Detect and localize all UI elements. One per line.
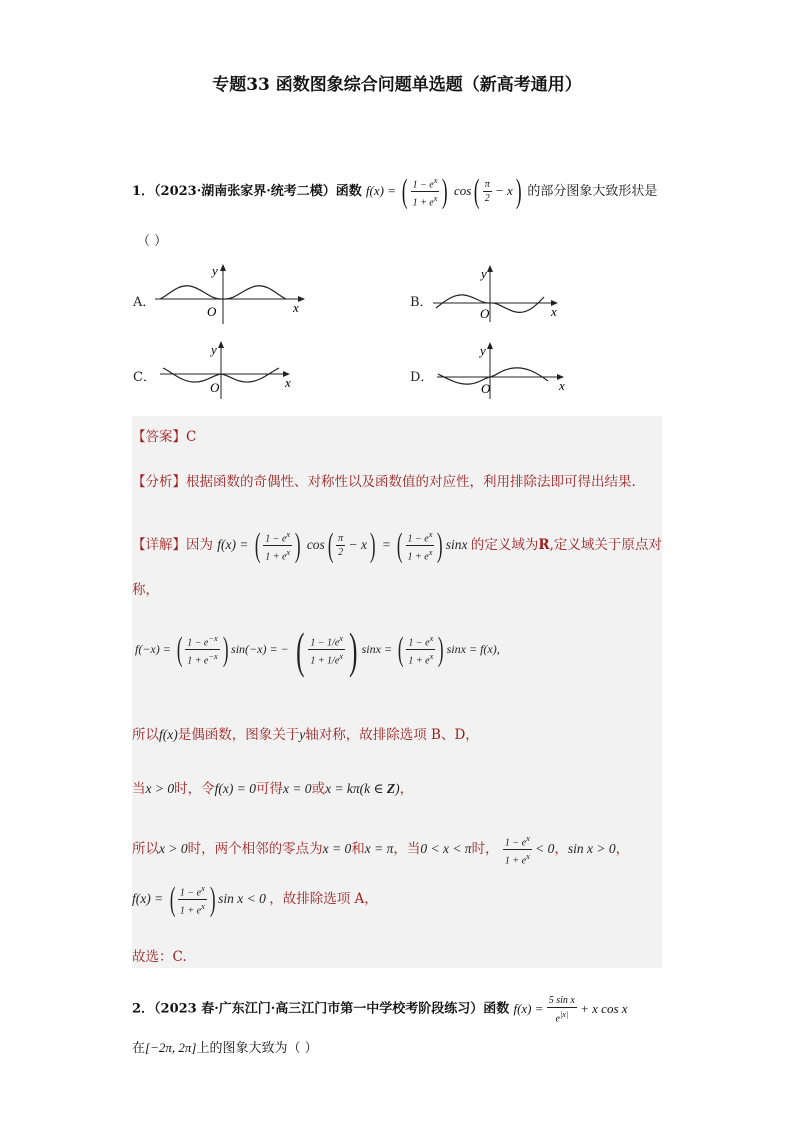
- question-2-line2: 在[−2π, 2π]上的图象大致为（ ）: [132, 1040, 318, 1056]
- question-1-blank: （ ）: [137, 234, 168, 249]
- svg-text:O: O: [481, 381, 491, 396]
- zero-line: 当x > 0时，令f(x) = 0可得x = 0或x = kπ(k ∈ Z)，: [132, 781, 414, 797]
- analysis-line: 【分析】根据函数的奇偶性、对称性以及函数值的对应性，利用排除法即可得出结果.: [132, 474, 636, 490]
- option-a-label[interactable]: A．: [133, 295, 156, 310]
- question-1-stem: 1．（2023·湖南张家界·统考二模）函数 f(x) = ( $\frac{1 - e^x}{1 + e^x}$ ) cos( $\frac{\pi}{2}$ − x) 的部分图象大致形状是: [132, 172, 658, 210]
- svg-text:O: O: [480, 306, 490, 321]
- svg-text:y: y: [480, 343, 486, 358]
- svg-text:O: O: [210, 380, 220, 395]
- option-b-graph[interactable]: [428, 264, 568, 324]
- question-2-stem: [132, 994, 628, 1025]
- svg-text:y: y: [481, 266, 487, 281]
- option-b-label[interactable]: B．: [410, 295, 433, 310]
- exclude-a-line: f(x) = ( $\frac{1 - e^x}{1 + e^x}$ ) sin x < 0 ，故排除选项 A，: [132, 880, 378, 918]
- page-title: 专题33 函数图象综合问题单选题（新高考通用）: [212, 75, 582, 95]
- svg-text:x: x: [293, 300, 299, 315]
- svg-text:y: y: [212, 263, 218, 278]
- svg-text:y: y: [211, 342, 217, 357]
- svg-text:O: O: [207, 304, 217, 319]
- option-a-graph[interactable]: [150, 262, 310, 327]
- detail-line-1: 【详解】因为 f(x) = ( $\frac{1 - e^x}{1 + e^x}$ ) cos( $\frac{\pi}{2}$ − x) = ( $\frac{1 - e^x}{1 + e^x}$ ) sinx 的定义域为R,定义域关于原点对: [132, 526, 662, 564]
- question-1-formula: f(x) = ( $\frac{1 - e^x}{1 + e^x}$ ) cos( $\frac{\pi}{2}$ − x): [365, 172, 522, 210]
- sign-line: 所以x > 0时，两个相邻的零点为x = 0和x = π，当0 < x < π时， $\frac{1 - e^x}{1 + e^x}$ < 0，sin x > 0，: [132, 834, 630, 867]
- choose-line: 故选：C.: [132, 949, 187, 965]
- answer-value: C: [186, 429, 197, 445]
- question-1-source: 1．（2023·湖南张家界·统考二模）函数: [132, 183, 362, 199]
- detail-line-2: 称，: [132, 582, 159, 598]
- option-d-graph[interactable]: [432, 341, 572, 401]
- svg-text:x: x: [559, 378, 565, 393]
- answer-line: 【答案】C: [132, 429, 197, 445]
- option-d-label[interactable]: D．: [410, 370, 434, 385]
- question-2-formula: f(x) = $\frac{\text{5 sin x}}{e^{|x|}}$ + x cos x: [513, 995, 628, 1025]
- option-c-graph[interactable]: [155, 341, 300, 401]
- option-c-label[interactable]: C．: [133, 370, 156, 385]
- even-line: 所以f(x)是偶函数，图象关于y轴对称，故排除选项 B、D，: [132, 727, 479, 743]
- svg-text:x: x: [285, 375, 291, 390]
- question-2-source: 2．（2023 春·广东江门·高三江门市第一中学校考阶段练习）函数: [132, 1001, 510, 1017]
- svg-text:x: x: [551, 304, 557, 319]
- detail-formula: f(−x) = ( $\frac{1 - e^{-x}}{1 + e^{-x}}$ ) sin(−x) = − ( $\frac{1 - 1/e^x}{1 + 1/e^x}$ ) sinx = ( $\frac{1 - e^x}{1 + e^x}$ ) sinx = f(x),: [135, 621, 500, 678]
